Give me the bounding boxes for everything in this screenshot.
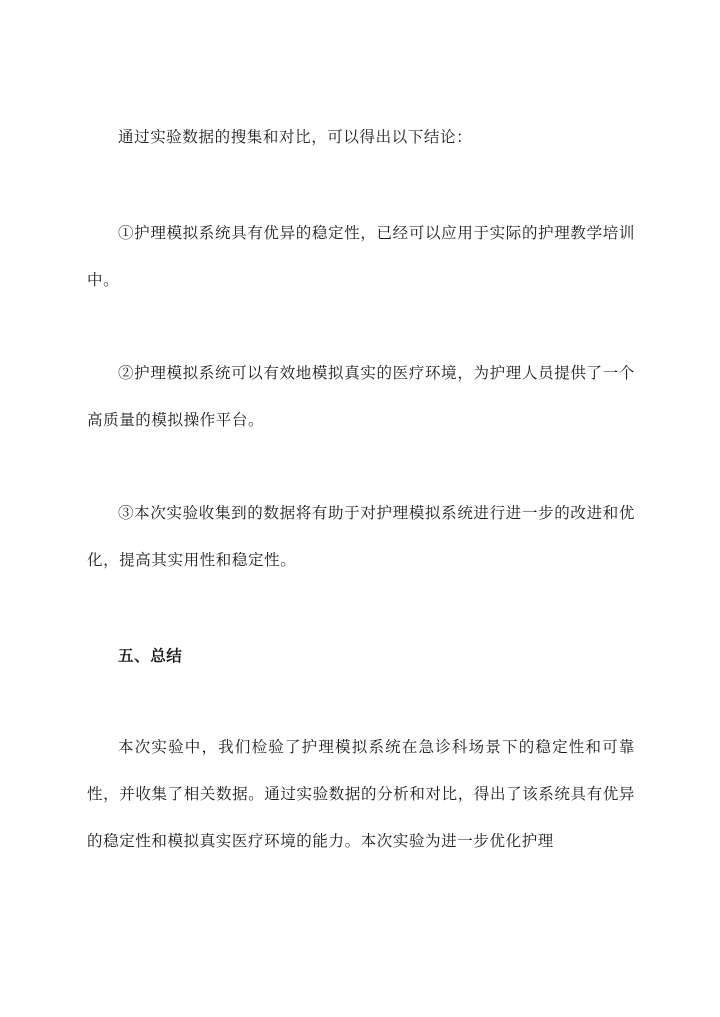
section-heading: 五、总结 [118, 646, 183, 665]
intro-paragraph: 通过实验数据的搜集和对比，可以得出以下结论： [118, 128, 473, 146]
conclusion-item-1: ①护理模拟系统具有优异的稳定性，已经可以应用于实际的护理教学培训中。 [87, 224, 635, 289]
conclusion-item-2: ②护理模拟系统可以有效地模拟真实的医疗环境，为护理人员提供了一个高质量的模拟操作平台。 [87, 364, 635, 429]
conclusion-item-3: ③本次实验收集到的数据将有助于对护理模拟系统进行进一步的改进和优化，提高其实用性和稳定性。 [87, 504, 635, 569]
summary-paragraph: 本次实验中，我们检验了护理模拟系统在急诊科场景下的稳定性和可靠性，并收集了相关数据。通过实验数据的分析和对比，得出了该系统具有优异的稳定性和模拟真实医疗环境的能力。本次实验为进一步优化护理 [87, 738, 635, 850]
